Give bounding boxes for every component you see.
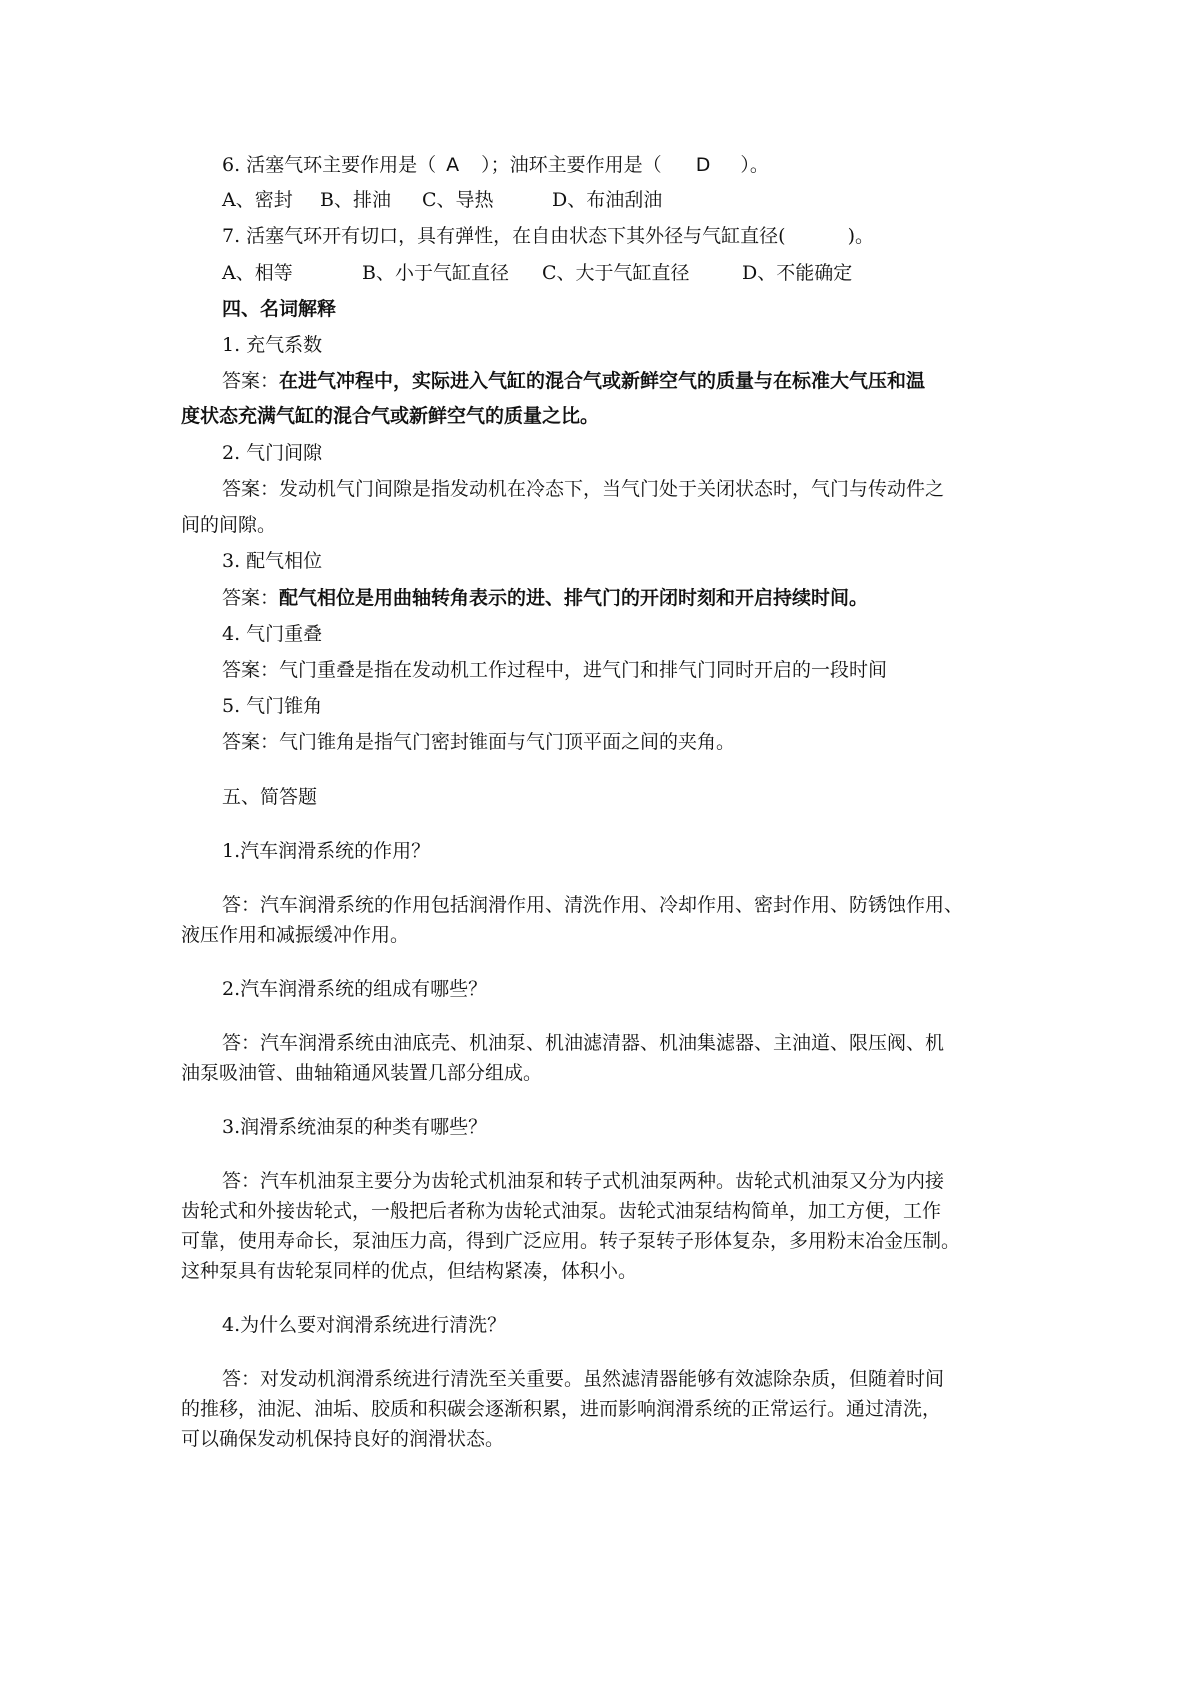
short-question-4: 4.为什么要对润滑系统进行清洗？ [222,1314,507,1336]
answer-1 [222,368,925,394]
question-6-text-b: ）；油环主要作用是（ [481,154,662,176]
question-7-options [222,260,852,286]
short-answer-3-line-2: 齿轮式和外接齿轮式，一般把后者称为齿轮式油泵。齿轮式油泵结构简单，加工方便，工作 [181,1200,942,1222]
answer-5 [222,729,735,755]
short-question-1: 1.汽车润滑系统的作用？ [222,840,431,862]
option-a: A、相等 [222,262,293,284]
term-5: 5. 气门锥角 [222,695,323,717]
question-6-text-c: ）。 [740,154,769,176]
answer-prefix: 答案： [222,370,280,392]
term-1: 1. 充气系数 [222,334,323,356]
section-5-title: 五、简答题 [222,786,318,808]
short-answer-4-line-3: 可以确保发动机保持良好的润滑状态。 [181,1428,505,1450]
answer-prefix: 答案： [222,659,280,681]
short-answer-2-line-1: 答：汽车润滑系统由油底壳、机油泵、机油滤清器、机油集滤器、主油道、限压阀、机 [222,1032,945,1054]
answer-1-text: 在进气冲程中，实际进入气缸的混合气或新鲜空气的质量与在标准大气压和温 [279,370,926,392]
question-6-options [222,187,662,213]
short-answer-3-line-1: 答：汽车机油泵主要分为齿轮式机油泵和转子式机油泵两种。齿轮式机油泵又分为内接 [222,1170,945,1192]
short-answer-2-line-2: 油泵吸油管、曲轴箱通风装置几部分组成。 [181,1062,543,1084]
answer-5-text: 气门锥角是指气门密封锥面与气门顶平面之间的夹角。 [279,731,736,753]
option-c: C、大于气缸直径 [542,262,690,284]
section-4-title: 四、名词解释 [222,298,337,320]
short-question-3: 3.润滑系统油泵的种类有哪些？ [222,1116,488,1138]
short-answer-4-line-1: 答：对发动机润滑系统进行清洗至关重要。虽然滤清器能够有效滤除杂质，但随着时间 [222,1368,945,1390]
option-b: B、排油 [320,189,391,211]
answer-2-text: 发动机气门间隙是指发动机在冷态下，当气门处于关闭状态时，气门与传动件之 [279,478,945,500]
answer-4 [222,657,887,683]
question-7-close: )。 [847,225,875,247]
answer-prefix: 答案： [222,478,280,500]
answer-4-text: 气门重叠是指在发动机工作过程中，进气门和排气门同时开启的一段时间 [279,659,888,681]
short-question-2: 2.汽车润滑系统的组成有哪些？ [222,978,488,1000]
short-answer-4-line-2: 的推移，油泥、油垢、胶质和积碳会逐渐积累，进而影响润滑系统的正常运行。通过清洗， [181,1398,942,1420]
term-4: 4. 气门重叠 [222,623,323,645]
term-2: 2. 气门间隙 [222,442,323,464]
short-answer-1-line-1: 答：汽车润滑系统的作用包括润滑作用、清洗作用、冷却作用、密封作用、防锈蚀作用、 [222,894,964,916]
question-6-text: 6. 活塞气环主要作用是（ [222,154,437,176]
short-answer-3-line-3: 可靠，使用寿命长，泵油压力高，得到广泛应用。转子泵转子形体复杂，多用粉末冶金压制。 [181,1230,961,1252]
answer-prefix: 答案： [222,587,280,609]
answer-2 [222,476,944,502]
answer-prefix: 答案： [222,731,280,753]
question-6-answer-2: D [695,154,711,176]
answer-2-continued: 间的间隙。 [181,514,277,536]
short-answer-3-line-4: 这种泵具有齿轮泵同样的优点，但结构紧凑，体积小。 [181,1260,638,1282]
term-3: 3. 配气相位 [222,550,323,572]
answer-3 [222,585,868,611]
option-a: A、密封 [222,189,293,211]
question-7-text: 7. 活塞气环开有切口，具有弹性，在自由状态下其外径与气缸直径( [222,225,786,247]
option-d: D、布油刮油 [552,189,663,211]
question-6-answer-1: A [446,154,460,176]
short-answer-1-line-2: 液压作用和减振缓冲作用。 [181,924,410,946]
question-7 [222,223,874,249]
answer-1-continued: 度状态充满气缸的混合气或新鲜空气的质量之比。 [181,405,600,427]
option-d: D、不能确定 [742,262,853,284]
option-b: B、小于气缸直径 [362,262,509,284]
answer-3-text: 配气相位是用曲轴转角表示的进、排气门的开闭时刻和开启持续时间。 [279,587,869,609]
question-6 [222,152,769,178]
option-c: C、导热 [422,189,494,211]
